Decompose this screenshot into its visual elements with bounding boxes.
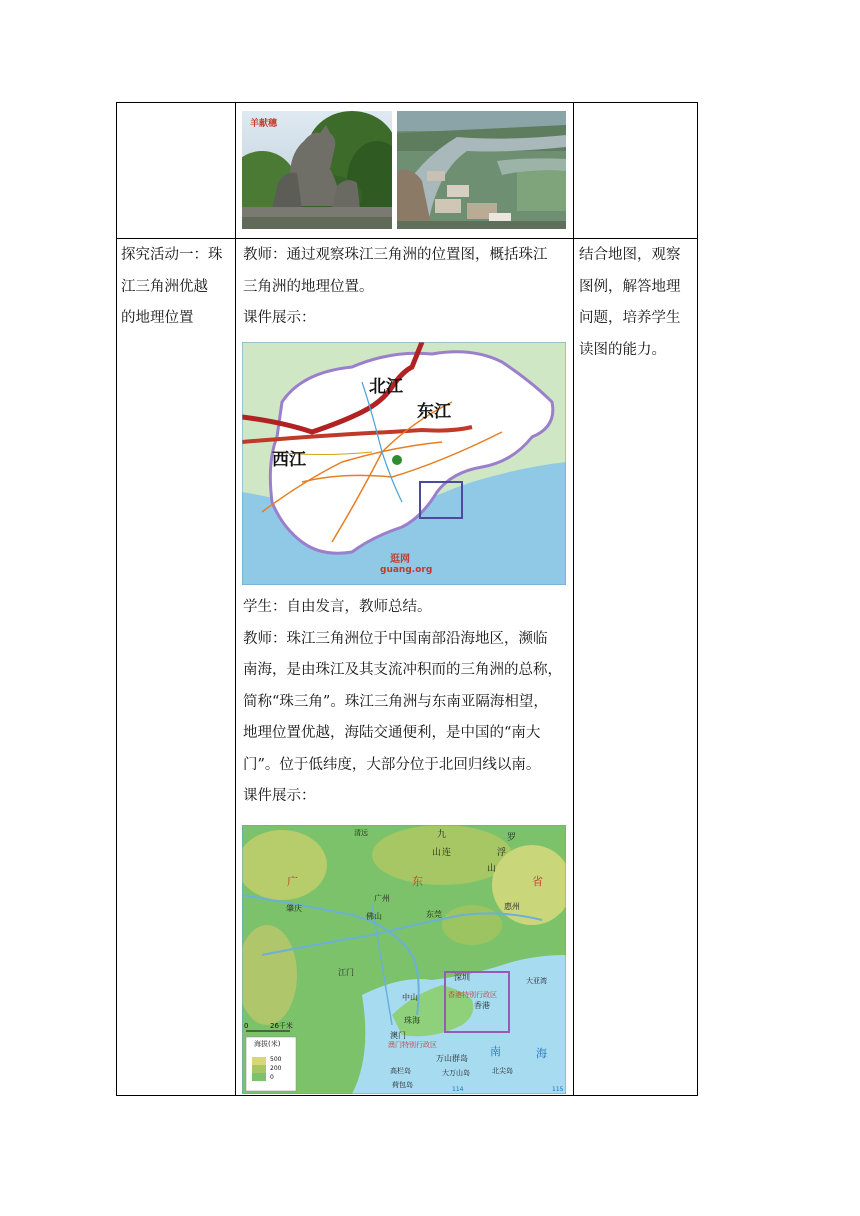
map-label: 香港: [474, 1001, 490, 1010]
activity-title: [121, 240, 233, 335]
teacher-summary: [243, 592, 571, 813]
teacher-intro: [243, 240, 571, 335]
legend-label: 200: [270, 1065, 282, 1072]
map-label: 山: [487, 864, 497, 874]
intent-line: 结合地图，观察: [579, 247, 681, 263]
map-label: 中山: [402, 993, 418, 1002]
map-label: 省: [532, 875, 543, 888]
map-label: 九: [437, 830, 447, 840]
label-dongjiang: 东江: [417, 402, 451, 422]
text-line: 三角洲的地理位置。: [243, 278, 374, 295]
map-label: 大亚湾: [526, 977, 547, 985]
map-label: 海: [536, 1047, 547, 1060]
map-label: 肇庆: [286, 904, 302, 913]
legend-label: 500: [270, 1056, 282, 1063]
row-divider: [116, 238, 698, 239]
map-label: 北尖岛: [492, 1067, 513, 1075]
map-label: 万山群岛: [436, 1054, 468, 1063]
map-label: 澳门特别行政区: [388, 1041, 437, 1049]
courseware-label: 课件展示：: [243, 788, 316, 804]
map-label: 惠州: [504, 902, 520, 911]
label-xijiang: 西江: [272, 450, 306, 470]
map-label: 连: [442, 848, 452, 858]
map-label: 广州: [374, 894, 390, 903]
watermark-cn: 逛网: [390, 554, 410, 565]
pearl-river-delta-topographic-map: [242, 825, 566, 1094]
table-border-left: [116, 102, 117, 1096]
map-label: 高栏岛: [390, 1067, 411, 1075]
map-label: 广: [287, 875, 298, 888]
table-border-top: [116, 102, 698, 103]
text-line: 门”。位于低纬度，大部分位于北回归线以南。: [243, 756, 541, 773]
map-label: 珠海: [404, 1016, 420, 1025]
map-label: 浮: [497, 848, 507, 858]
intent-line: 读图的能力。: [579, 341, 666, 358]
activity-title-line: 江三角洲优越: [121, 278, 208, 295]
map-label: 大万山岛: [442, 1069, 470, 1077]
map-label: 澳门: [390, 1031, 406, 1040]
table-border-bottom: [116, 1095, 698, 1096]
activity-title-line: 的地理位置: [121, 310, 194, 326]
map-label: 江门: [338, 968, 354, 977]
courseware-label: 课件展示：: [243, 310, 316, 326]
scale-zero: 0: [244, 1022, 249, 1030]
text-line: 地理位置优越，海陆交通便利，是中国的“南大: [243, 725, 541, 741]
intent-line: 图例，解答地理: [579, 278, 681, 295]
map-label: 东莞: [426, 910, 442, 919]
pearl-river-delta-location-map: [242, 342, 566, 585]
activity-title-line: 探究活动一：珠: [121, 247, 223, 263]
watermark-en: guang.org: [380, 565, 433, 575]
map-label: 深圳: [454, 973, 470, 982]
map-label: 香港特别行政区: [448, 991, 497, 999]
text-line: 教师：通过观察珠江三角洲的位置图，概括珠江: [243, 247, 548, 263]
scale-label: 26千米: [270, 1022, 293, 1030]
column-divider-2: [573, 102, 574, 1096]
label-beijiang: 北江: [369, 377, 403, 397]
legend-title: 海拔(米): [254, 1040, 281, 1048]
table-border-right: [697, 102, 698, 1096]
longitude-label: 115: [552, 1086, 564, 1093]
lesson-table: [116, 102, 698, 1096]
column-divider-1: [235, 102, 236, 1096]
goat-statue-photo: [242, 111, 392, 229]
text-line: 教师：珠江三角洲位于中国南部沿海地区，濒临: [243, 630, 548, 647]
text-line: 南海，是由珠江及其支流冲积而的三角洲的总称，: [243, 662, 562, 678]
map-label: 东: [412, 875, 423, 888]
map-label: 山: [432, 848, 442, 858]
map-label: 荷包岛: [392, 1081, 413, 1089]
legend-label: 0: [270, 1074, 274, 1081]
intent-line: 问题，培养学生: [579, 310, 681, 326]
map-label: 佛山: [366, 912, 382, 921]
map-label: 罗: [507, 833, 517, 843]
text-line: 学生：自由发言，教师总结。: [243, 599, 432, 615]
river-town-photo: [397, 111, 566, 229]
map-label: 清远: [354, 829, 368, 837]
longitude-label: 114: [452, 1086, 464, 1093]
map-label: 南: [490, 1045, 501, 1058]
text-line: 简称“珠三角”。珠江三角洲与东南亚隔海相望，: [243, 693, 548, 710]
teaching-intent: [579, 240, 695, 366]
photo-caption: 羊献穗: [250, 119, 278, 129]
